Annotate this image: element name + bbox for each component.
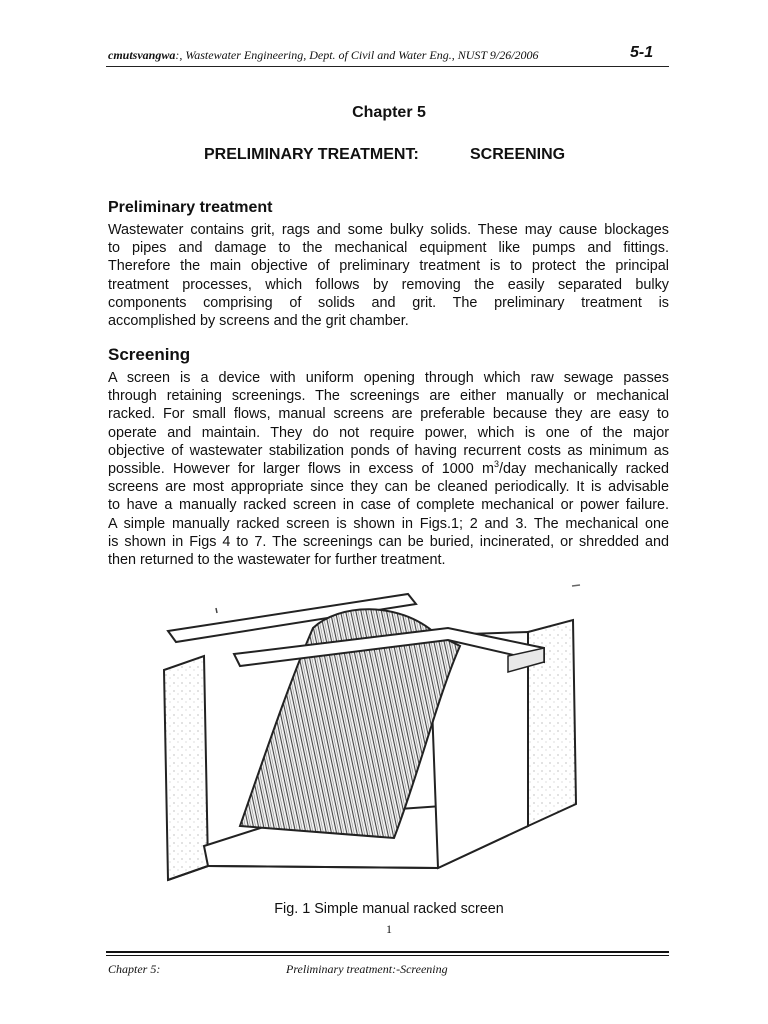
header-rule	[106, 66, 669, 67]
text-line: racked. For small flows, manual screens are preferable because they are easy to	[108, 406, 669, 423]
section-heading-preliminary: Preliminary treatment	[108, 199, 273, 216]
text-line: treatment processes, which follows by removing the easily separated bulky	[108, 276, 669, 293]
text-line: is shown in Figs 4 to 7. The screenings can be buried, incinerated, or shredded and	[108, 533, 669, 550]
text-line: A screen is a device with uniform opening through which raw sewage passes	[108, 370, 669, 386]
main-title: PRELIMINARY TREATMENT:	[204, 146, 419, 163]
running-header	[108, 48, 539, 63]
text-line: to have a manually racked screen in case of complete mechanical or power failure.	[108, 497, 669, 514]
paragraph-screening	[108, 369, 669, 569]
text-line: Wastewater contains grit, rags and some bulky solids. These may cause blockages	[108, 222, 669, 238]
header-page-label: 5-1	[630, 44, 654, 61]
footer-rule-thick	[106, 951, 669, 953]
text-line: screens are most appropriate since they can be cleaned periodically. It is advisable	[108, 479, 669, 496]
chapter-title: Chapter 5	[352, 104, 426, 121]
text-line: then returned to the wastewater for further treatment.	[108, 552, 446, 569]
text-line: accomplished by screens and the grit chamber.	[108, 313, 409, 330]
text-line: through retaining screenings. The screenings are either manually or mechanical	[108, 388, 669, 405]
paragraph-preliminary	[108, 221, 669, 330]
header-details: :, Wastewater Engineering, Dept. of Civil and Water Eng., NUST 9/26/2006	[175, 48, 539, 62]
text-line: operate and maintain. They do not require power, which is one of the major	[108, 424, 669, 441]
figure-manual-screen	[148, 576, 604, 886]
page-number: 1	[386, 922, 392, 936]
text-line: A simple manually racked screen is shown in Figs.1; 2 and 3. The mechanical one	[108, 515, 669, 532]
footer-rule-thin	[106, 955, 669, 956]
figure-caption: Fig. 1 Simple manual racked screen	[274, 901, 504, 917]
footer-chapter: Chapter 5:	[108, 962, 161, 976]
text-line: Therefore the main objective of preliminary treatment is to protect the principal	[108, 258, 669, 275]
text-line: to pipes and damage to the mechanical equipment like pumps and fittings.	[108, 240, 669, 257]
superscript: 3	[493, 459, 499, 470]
footer-section-title: Preliminary treatment:-Screening	[286, 962, 448, 976]
channel-left-wall	[164, 656, 208, 880]
text-line: objective of wastewater stabilization ponds of having recurrent costs as minimum as	[108, 442, 669, 459]
main-subtitle: SCREENING	[470, 146, 566, 163]
section-heading-screening: Screening	[108, 345, 191, 364]
text-line-with-superscript: possible. However for larger flows in excess of 1000 $m^3$/day mechanically racked	[108, 459, 669, 478]
text-line: components comprising of solids and grit. The preliminary treatment is	[108, 294, 669, 311]
header-author: cmutsvangwa	[108, 48, 176, 62]
